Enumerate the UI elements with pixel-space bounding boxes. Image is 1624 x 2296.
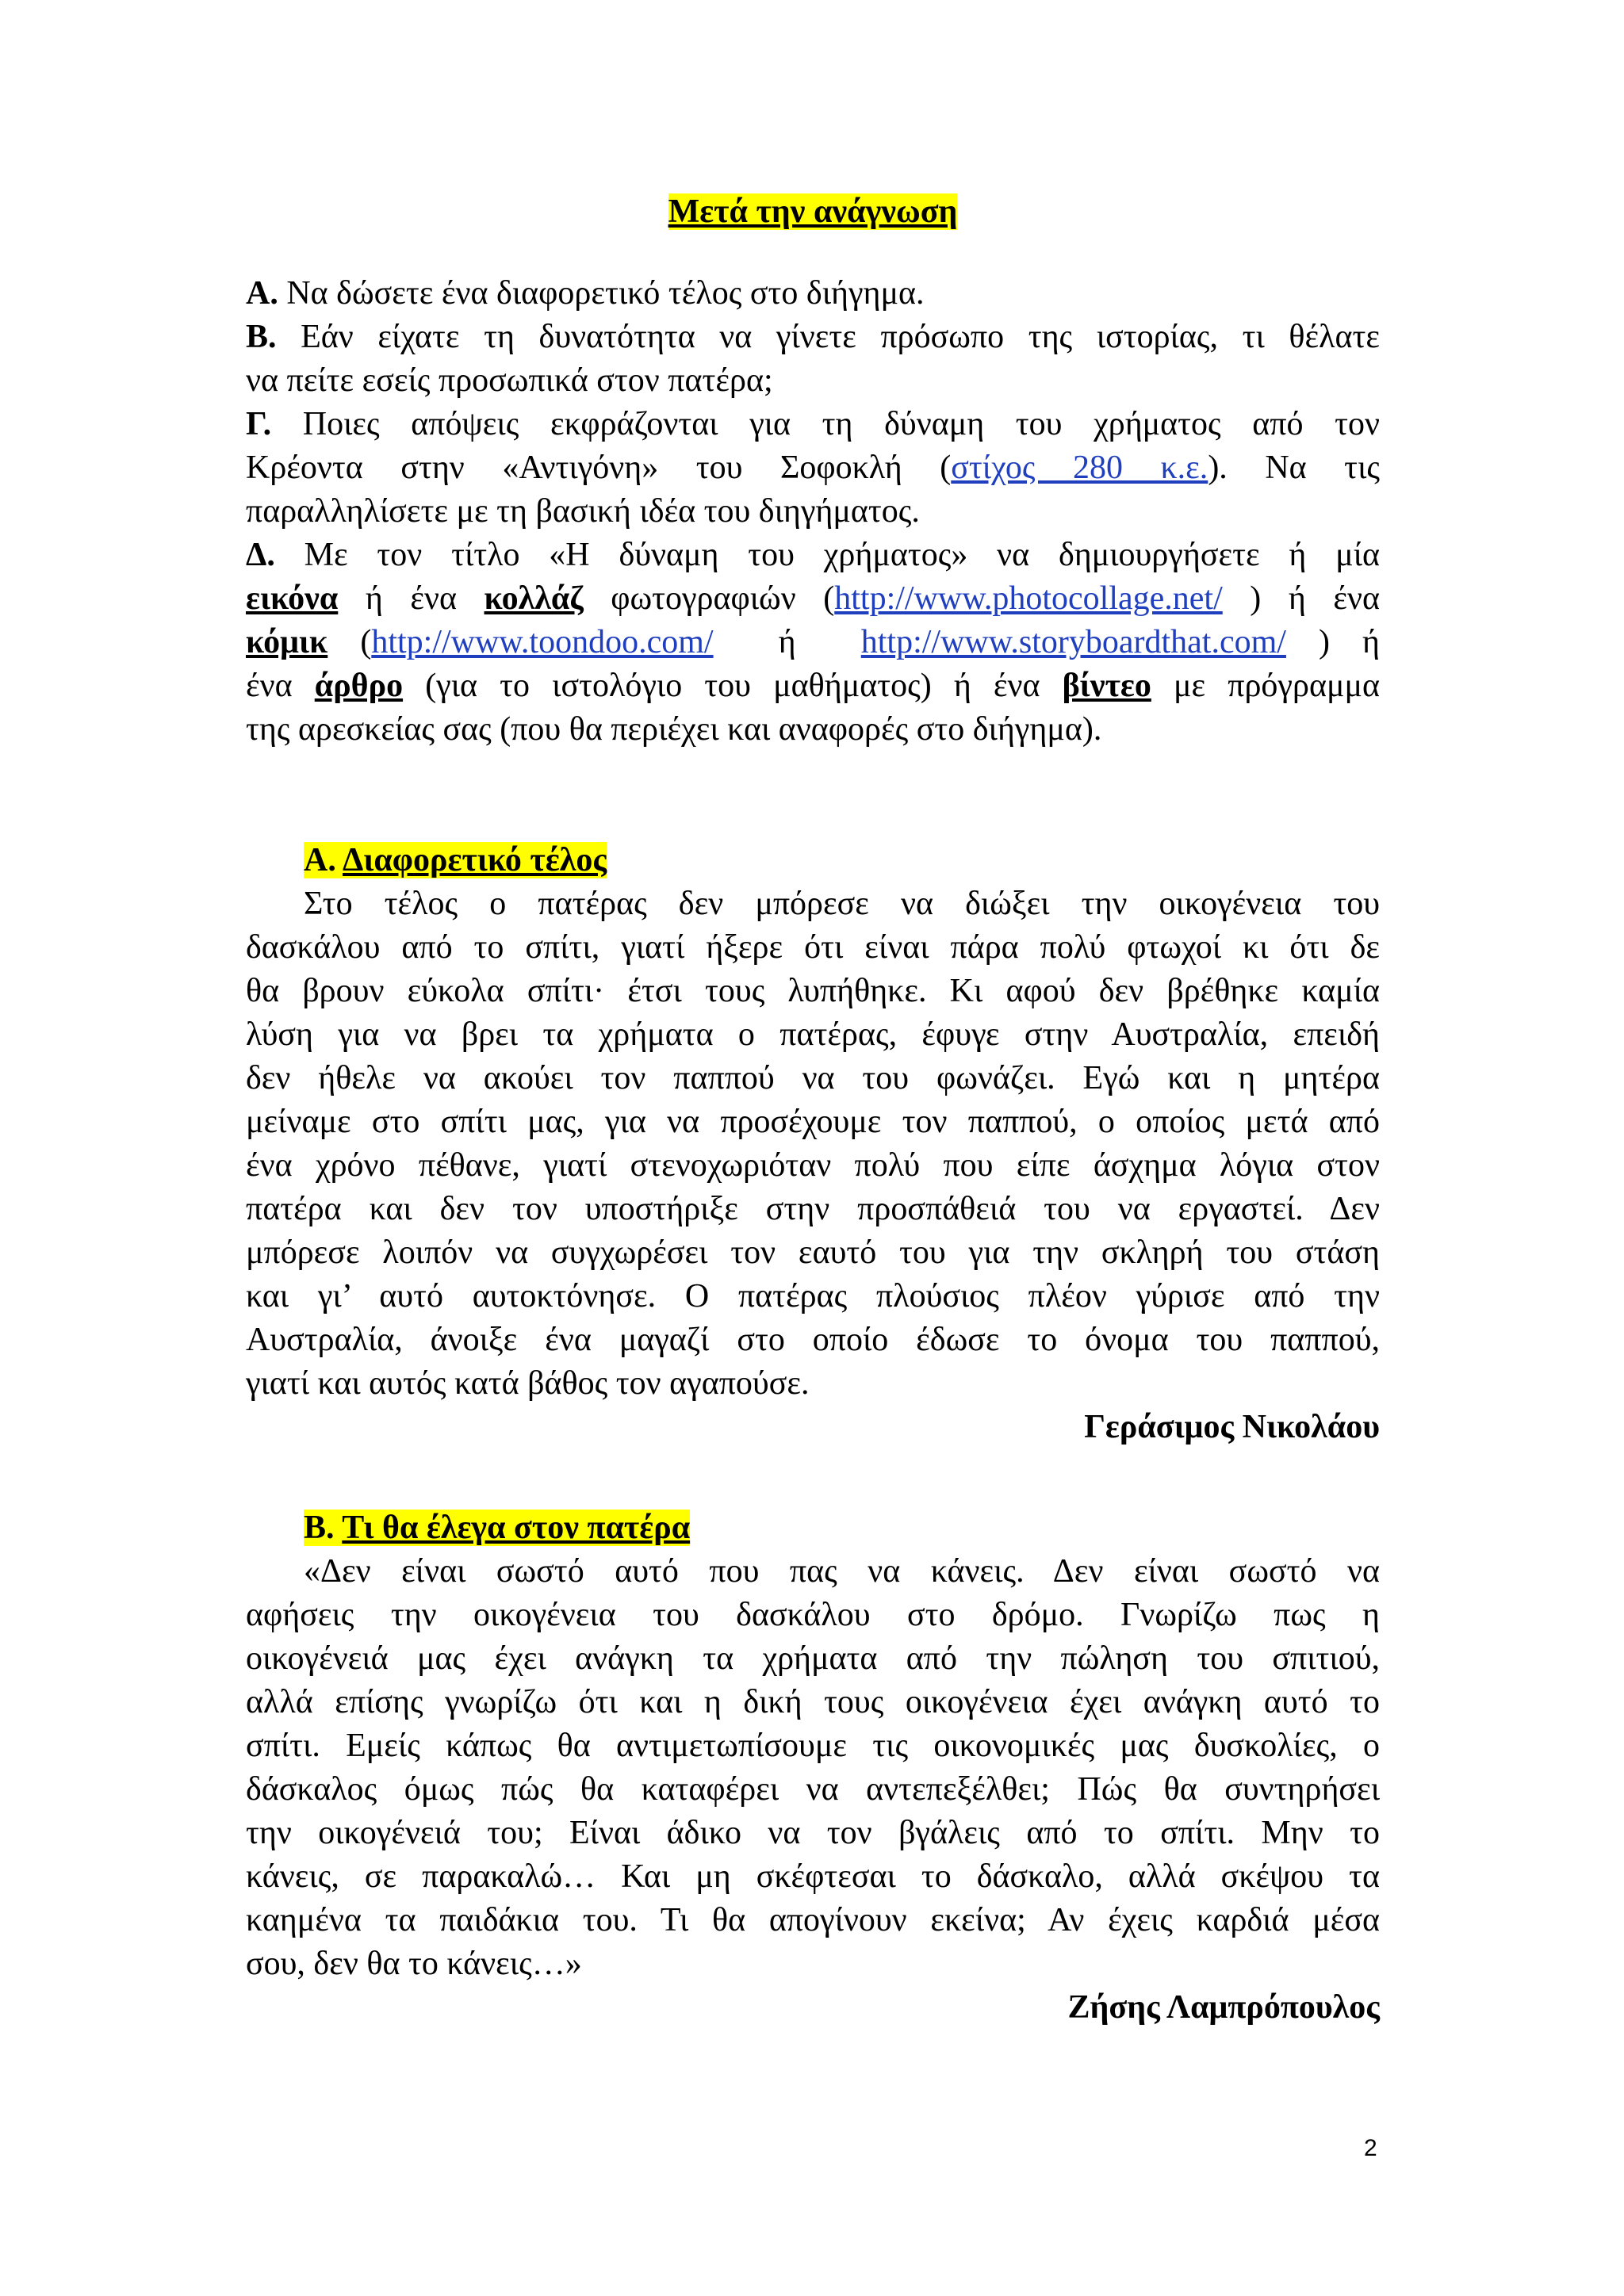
word-arthro: άρθρο xyxy=(314,668,404,704)
word-eikona: εικόνα xyxy=(246,580,339,617)
section-a-line: λύση για να βρει τα χρήματα ο πατέρας, έφυγε στην Αυστραλία, επειδή xyxy=(246,1016,1380,1053)
section-a-letter: Α. xyxy=(304,842,343,878)
question-d-line5: της αρεσκείας σας (που θα περιέχει και αναφορές στο διήγημα). xyxy=(246,711,1102,748)
question-d-text3c: ) ή xyxy=(1285,624,1381,660)
question-d-text4c: με πρόγραμμα xyxy=(1151,668,1380,704)
photocollage-link[interactable]: http://www.photocollage.net/ xyxy=(834,580,1223,617)
verse-link[interactable]: στίχος 280 κ.ε. xyxy=(951,450,1208,486)
section-b-line: σπίτι. Εμείς κάπως θα αντιμετωπίσουμε τις οικονομικές μας δυσκολίες, ο xyxy=(246,1728,1380,1764)
spacer xyxy=(246,752,1380,839)
question-d-line4 xyxy=(246,664,1380,708)
section-a-title: Διαφορετικό τέλος xyxy=(343,842,607,878)
storyboardthat-link[interactable]: http://www.storyboardthat.com/ xyxy=(860,624,1286,660)
word-binteo: βίντεο xyxy=(1062,668,1151,704)
question-d-text3b: ή xyxy=(713,624,861,660)
section-b-heading-box xyxy=(304,1510,690,1546)
section-b-title: Τι θα έλεγα στον πατέρα xyxy=(342,1510,691,1546)
toondoo-link[interactable]: http://www.toondoo.com/ xyxy=(371,624,714,660)
section-a-line: θα βρουν εύκολα σπίτι· έτσι τους λυπήθηκε. Κι αφού δεν βρέθηκε καμία xyxy=(246,973,1380,1009)
question-g-text1: Ποιες απόψεις εκφράζονται για τη δύναμη του χρήματος από τον xyxy=(271,406,1380,442)
section-b-line: δάσκαλος όμως πώς θα καταφέρει να αντεπεξέλθει; Πώς θα συντηρήσει xyxy=(246,1771,1380,1808)
section-a-line: Αυστραλία, άνοιξε ένα μαγαζί στο οποίο έδωσε το όνομα του παππού, xyxy=(246,1322,1380,1358)
question-d-line3 xyxy=(246,621,1380,664)
document-page xyxy=(246,190,1380,2030)
question-d-text2a: ή ένα xyxy=(338,580,485,617)
questions-block xyxy=(246,272,1380,752)
title-line xyxy=(246,190,1380,234)
section-a-line: δεν ήθελε να ακούει τον παππού να του φωνάζει. Εγώ και η μητέρα xyxy=(246,1060,1380,1096)
question-d-text3a: ( xyxy=(327,624,372,660)
section-b xyxy=(246,1506,1380,2030)
section-b-line: κάνεις, σε παρακαλώ… Και μη σκέφτεσαι το δάσκαλο, αλλά σκέψου τα xyxy=(246,1858,1380,1895)
section-a-line: Στο τέλος ο πατέρας δεν μπόρεσε να διώξει την οικογένεια του xyxy=(304,886,1380,922)
question-d-text2b: φωτογραφιών ( xyxy=(583,580,835,617)
question-g-line3: παραλληλίσετε με τη βασική ιδέα του διηγήματος. xyxy=(246,493,920,530)
section-a-line: μπόρεσε λοιπόν να συγχωρέσει τον εαυτό του για την σκληρή του στάση xyxy=(246,1234,1380,1271)
question-d-line1 xyxy=(246,534,1380,577)
section-a-line: ένα χρόνο πέθανε, γιατί στενοχωριόταν πολύ που είπε άσχημα λόγια στον xyxy=(246,1147,1380,1184)
section-b-letter: Β. xyxy=(304,1510,343,1546)
section-a-line: γιατί και αυτός κατά βάθος τον αγαπούσε. xyxy=(246,1365,810,1402)
section-b-line: καημένα τα παιδάκια του. Τι θα απογίνουν εκείνα; Αν έχεις καρδιά μέσα xyxy=(246,1902,1380,1938)
section-b-line: οικογένειά μας έχει ανάγκη τα χρήματα από την πώληση του σπιτιού, xyxy=(246,1640,1380,1677)
section-b-line: σου, δεν θα το κάνεις…» xyxy=(246,1946,582,1982)
question-d-line2 xyxy=(246,577,1380,621)
section-a-author: Γεράσιμος Νικολάου xyxy=(1084,1409,1380,1445)
question-a xyxy=(246,272,1380,316)
spacer xyxy=(246,1449,1380,1506)
section-a-line: πατέρα και δεν τον υποστήριξε στην προσπάθειά του να εργαστεί. Δεν xyxy=(246,1191,1380,1227)
question-d-text1: Με τον τίτλο «Η δύναμη του χρήματος» να δημιουργήσετε ή μία xyxy=(274,537,1380,573)
section-b-heading xyxy=(246,1506,1380,1550)
word-kollaz: κολλάζ xyxy=(484,580,584,617)
section-b-line: αφήσεις την οικογένεια του δασκάλου στο δρόμο. Γνωρίζω πως η xyxy=(246,1597,1380,1633)
question-b-letter: Β. xyxy=(246,319,277,355)
section-a-line: και γι’ αυτό αυτοκτόνησε. Ο πατέρας πλούσιος πλέον γύρισε από την xyxy=(246,1278,1380,1314)
section-a-line: δασκάλου από το σπίτι, γιατί ήξερε ότι είναι πάρα πολύ φτωχοί κι ότι δε xyxy=(246,929,1380,966)
section-a xyxy=(246,839,1380,1449)
question-d-letter: Δ. xyxy=(246,537,275,573)
word-komik: κόμικ xyxy=(246,624,328,660)
section-a-line: μείναμε στο σπίτι μας, για να προσέχουμε τον παππού, ο οποίος μετά από xyxy=(246,1104,1380,1140)
question-g-line1 xyxy=(246,403,1380,446)
question-d-text4b: (για το ιστολόγιο του μαθήματος) ή ένα xyxy=(403,668,1063,704)
section-a-heading-box xyxy=(304,842,607,878)
question-b-line2: να πείτε εσείς προσωπικά στον πατέρα; xyxy=(246,362,773,399)
question-d-text4a: ένα xyxy=(246,668,315,704)
section-b-line: αλλά επίσης γνωρίζω ότι και η δική τους οικογένεια έχει ανάγκη αυτό το xyxy=(246,1684,1380,1720)
page-title: Μετά την ανάγνωση xyxy=(668,193,958,230)
question-g-text2-pre: Κρέοντα στην «Αντιγόνη» του Σοφοκλή ( xyxy=(246,450,952,486)
page-number: 2 xyxy=(1364,2135,1377,2161)
question-a-letter: Α. xyxy=(246,275,278,312)
section-b-author: Ζήσης Λαμπρόπουλος xyxy=(1067,1989,1380,2026)
question-g-letter: Γ. xyxy=(246,406,272,442)
section-b-line: «Δεν είναι σωστό αυτό που πας να κάνεις. Δεν είναι σωστό να xyxy=(304,1553,1380,1590)
question-g-line2 xyxy=(246,446,1380,490)
section-a-heading xyxy=(246,839,1380,882)
section-b-line: την οικογένειά του; Είναι άδικο να τον βγάλεις από το σπίτι. Μην το xyxy=(246,1815,1380,1851)
question-g-text2-post: ). Να τις xyxy=(1208,450,1380,486)
question-a-text: Να δώσετε ένα διαφορετικό τέλος στο διήγημα. xyxy=(278,275,925,312)
question-b-line1 xyxy=(246,316,1380,359)
question-b-text1: Εάν είχατε τη δυνατότητα να γίνετε πρόσωπο της ιστορίας, τι θέλατε xyxy=(276,319,1380,355)
question-d-text2c: ) ή ένα xyxy=(1222,580,1380,617)
